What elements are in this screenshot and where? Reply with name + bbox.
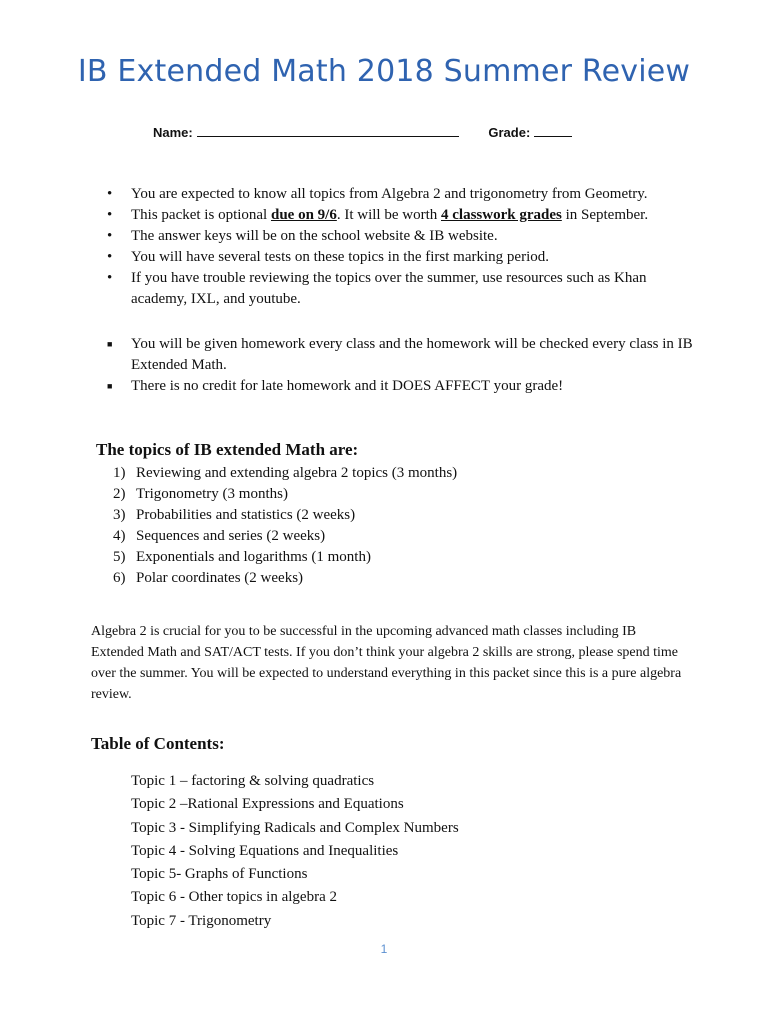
topics-heading: The topics of IB extended Math are: xyxy=(96,440,359,459)
bullet-icon: • xyxy=(107,249,113,265)
square-bullet-icon: ■ xyxy=(107,381,113,391)
square-bullet-icon: ■ xyxy=(107,339,113,349)
page-title: IB Extended Math 2018 Summer Review xyxy=(77,54,691,89)
list-item: • If you have trouble reviewing the topics over the summer, use resources such as Khan academy, IXL, and youtube. xyxy=(107,270,647,307)
list-item: • The answer keys will be on the school website & IB website. xyxy=(107,226,697,247)
grade-blank-line[interactable] xyxy=(534,124,572,137)
name-label: Name: xyxy=(153,125,193,140)
page-number: 1 xyxy=(380,942,388,956)
toc-heading: Table of Contents: xyxy=(91,734,225,753)
instructions-list xyxy=(107,184,697,310)
name-blank-line[interactable] xyxy=(197,124,459,137)
list-item: 6) Polar coordinates (2 weeks) xyxy=(113,570,304,586)
table-of-contents xyxy=(131,770,459,933)
list-item: • You are expected to know all topics from Algebra 2 and trigonometry from Geometry. xyxy=(107,184,697,205)
list-item: 3) Probabilities and statistics (2 weeks) xyxy=(113,507,356,523)
toc-item: Topic 5- Graphs of Functions xyxy=(131,866,308,883)
bullet-icon: • xyxy=(107,186,113,202)
algebra-paragraph: Algebra 2 is crucial for you to be successful in the upcoming advanced math classes including IB Extended Math and SAT/ACT tests. If you don’t think your algebra 2 skills are strong, please spend time over the summer. You will be expected to understand everything in this packet since this is a pure algebra review. xyxy=(91,624,682,702)
bullet-icon: • xyxy=(107,207,113,223)
list-item: ■ There is no credit for late homework and it DOES AFFECT your grade! xyxy=(107,376,697,397)
toc-item: Topic 7 - Trigonometry xyxy=(131,912,272,929)
list-item: 1) Reviewing and extending algebra 2 topics (3 months) xyxy=(113,465,458,481)
toc-item: Topic 3 - Simplifying Radicals and Complex Numbers xyxy=(131,819,459,836)
toc-item: Topic 2 –Rational Expressions and Equations xyxy=(131,796,404,813)
topics-list xyxy=(113,463,457,589)
list-item: 4) Sequences and series (2 weeks) xyxy=(113,528,326,544)
list-item: • This packet is optional due on 9/6. It will be worth 4 classwork grades in September. xyxy=(107,205,697,226)
student-info-fields xyxy=(153,124,572,140)
bullet-icon: • xyxy=(107,228,113,244)
toc-item: Topic 4 - Solving Equations and Inequalities xyxy=(131,842,399,859)
toc-item: Topic 6 - Other topics in algebra 2 xyxy=(131,889,337,906)
homework-rules-list xyxy=(107,334,697,397)
list-item: • You will have several tests on these topics in the first marking period. xyxy=(107,247,697,268)
grade-weight: 4 classwork grades xyxy=(441,207,562,223)
list-item: ■ You will be given homework every class and the homework will be checked every class in IB Extended Math. xyxy=(107,336,693,373)
bullet-icon: • xyxy=(107,270,113,286)
grade-label: Grade: xyxy=(488,125,531,140)
due-date: due on 9/6 xyxy=(270,207,337,223)
list-item: 2) Trigonometry (3 months) xyxy=(113,486,288,502)
toc-item: Topic 1 – factoring & solving quadratics xyxy=(131,773,375,789)
list-item: 5) Exponentials and logarithms (1 month) xyxy=(113,549,371,565)
